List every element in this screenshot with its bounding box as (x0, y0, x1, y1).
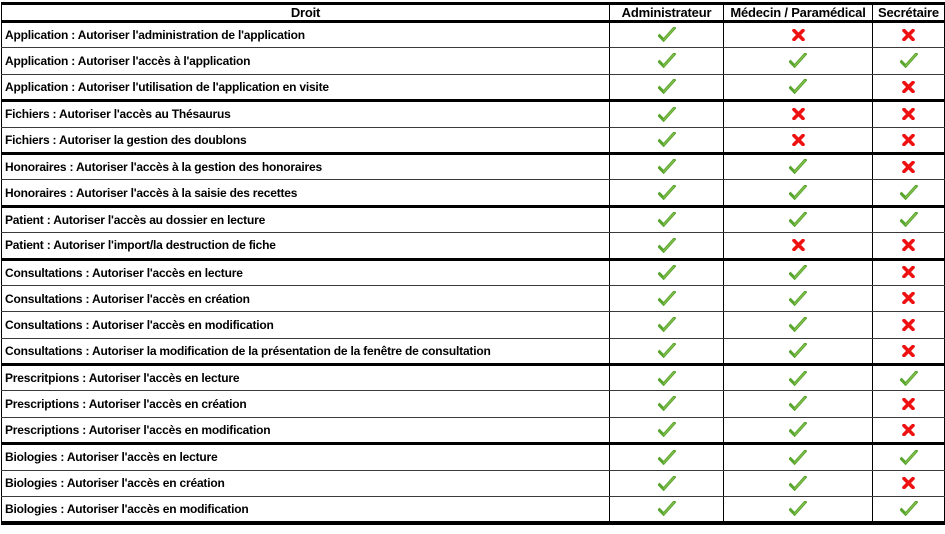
check-icon (789, 291, 807, 306)
permission-cell-medecin-paramedical (724, 206, 873, 232)
check-icon (658, 422, 676, 437)
table-row (2, 338, 945, 364)
right-label: Honoraires : Autoriser l'accès à la saisie des recettes (2, 180, 610, 206)
cross-icon (902, 345, 915, 357)
check-icon (900, 212, 918, 227)
cross-icon (792, 29, 805, 41)
check-icon (789, 185, 807, 200)
permission-cell-administrateur (610, 497, 724, 523)
permission-cell-secretaire (873, 391, 945, 417)
table-row (2, 206, 945, 232)
check-icon (658, 450, 676, 465)
cross-icon (902, 134, 915, 146)
table-header (2, 4, 945, 22)
check-icon (900, 501, 918, 516)
table-row (2, 365, 945, 391)
cross-icon (902, 29, 915, 41)
permission-cell-medecin-paramedical (724, 101, 873, 127)
permission-cell-medecin-paramedical (724, 312, 873, 338)
table-row (2, 391, 945, 417)
cross-icon (902, 108, 915, 120)
table-row (2, 444, 945, 470)
check-icon (789, 371, 807, 386)
check-icon (789, 450, 807, 465)
table-row (2, 153, 945, 179)
check-icon (789, 422, 807, 437)
column-header-droit: Droit (2, 4, 610, 22)
right-label: Biologies : Autoriser l'accès en création (2, 470, 610, 496)
right-label: Consultations : Autoriser l'accès en lecture (2, 259, 610, 285)
right-label: Honoraires : Autoriser l'accès à la gestion des honoraires (2, 153, 610, 179)
permission-cell-secretaire (873, 312, 945, 338)
permission-cell-secretaire (873, 74, 945, 100)
check-icon (789, 476, 807, 491)
permission-cell-medecin-paramedical (724, 74, 873, 100)
permission-cell-secretaire (873, 101, 945, 127)
permission-cell-secretaire (873, 206, 945, 232)
cross-icon (792, 239, 805, 251)
column-header-medecin-paramedical: Médecin / Paramédical (724, 4, 873, 22)
permission-cell-secretaire (873, 338, 945, 364)
permission-cell-administrateur (610, 444, 724, 470)
cross-icon (902, 292, 915, 304)
permission-cell-medecin-paramedical (724, 153, 873, 179)
permission-cell-administrateur (610, 101, 724, 127)
check-icon (658, 212, 676, 227)
right-label: Consultations : Autoriser l'accès en création (2, 285, 610, 311)
check-icon (789, 53, 807, 68)
check-icon (789, 317, 807, 332)
cross-icon (792, 134, 805, 146)
rights-table (1, 2, 945, 525)
permission-cell-secretaire (873, 470, 945, 496)
check-icon (658, 107, 676, 122)
check-icon (658, 476, 676, 491)
check-icon (789, 343, 807, 358)
permission-cell-medecin-paramedical (724, 285, 873, 311)
permission-cell-medecin-paramedical (724, 444, 873, 470)
check-icon (658, 132, 676, 147)
permission-cell-administrateur (610, 153, 724, 179)
permission-cell-secretaire (873, 22, 945, 48)
permission-cell-secretaire (873, 127, 945, 153)
right-label: Consultations : Autoriser la modification de la présentation de la fenêtre de consultation (2, 338, 610, 364)
check-icon (658, 159, 676, 174)
permission-cell-administrateur (610, 48, 724, 74)
check-icon (658, 343, 676, 358)
permission-cell-secretaire (873, 497, 945, 523)
permission-cell-medecin-paramedical (724, 497, 873, 523)
permission-cell-administrateur (610, 470, 724, 496)
permission-cell-secretaire (873, 180, 945, 206)
permission-cell-administrateur (610, 285, 724, 311)
table-row (2, 127, 945, 153)
permission-cell-administrateur (610, 417, 724, 443)
check-icon (789, 159, 807, 174)
permission-cell-medecin-paramedical (724, 233, 873, 259)
right-label: Prescriptions : Autoriser l'accès en modification (2, 417, 610, 443)
column-header-secretaire: Secrétaire (873, 4, 945, 22)
check-icon (658, 185, 676, 200)
cross-icon (902, 239, 915, 251)
table-row (2, 180, 945, 206)
table-row (2, 259, 945, 285)
permission-cell-secretaire (873, 285, 945, 311)
permission-cell-medecin-paramedical (724, 338, 873, 364)
right-label: Biologies : Autoriser l'accès en modification (2, 497, 610, 523)
cross-icon (902, 424, 915, 436)
check-icon (658, 291, 676, 306)
right-label: Fichiers : Autoriser la gestion des doublons (2, 127, 610, 153)
column-header-administrateur: Administrateur (610, 4, 724, 22)
right-label: Prescritpions : Autoriser l'accès en lecture (2, 365, 610, 391)
right-label: Consultations : Autoriser l'accès en modification (2, 312, 610, 338)
permission-cell-medecin-paramedical (724, 391, 873, 417)
table-row (2, 48, 945, 74)
permission-cell-secretaire (873, 417, 945, 443)
cross-icon (902, 266, 915, 278)
cross-icon (902, 81, 915, 93)
permission-cell-administrateur (610, 259, 724, 285)
permission-cell-administrateur (610, 365, 724, 391)
permission-cell-medecin-paramedical (724, 127, 873, 153)
permission-cell-administrateur (610, 127, 724, 153)
check-icon (900, 185, 918, 200)
permission-cell-medecin-paramedical (724, 417, 873, 443)
check-icon (900, 371, 918, 386)
right-label: Fichiers : Autoriser l'accès au Thésaurus (2, 101, 610, 127)
check-icon (900, 53, 918, 68)
check-icon (789, 396, 807, 411)
table-row (2, 417, 945, 443)
table-row (2, 470, 945, 496)
permission-cell-secretaire (873, 233, 945, 259)
permission-cell-secretaire (873, 153, 945, 179)
right-label: Patient : Autoriser l'import/la destruction de fiche (2, 233, 610, 259)
permission-cell-secretaire (873, 259, 945, 285)
permission-cell-medecin-paramedical (724, 365, 873, 391)
permission-cell-medecin-paramedical (724, 48, 873, 74)
right-label: Prescriptions : Autoriser l'accès en création (2, 391, 610, 417)
right-label: Biologies : Autoriser l'accès en lecture (2, 444, 610, 470)
cross-icon (792, 108, 805, 120)
permission-cell-secretaire (873, 48, 945, 74)
permission-cell-administrateur (610, 180, 724, 206)
permission-cell-secretaire (873, 444, 945, 470)
permission-cell-administrateur (610, 74, 724, 100)
check-icon (789, 212, 807, 227)
permission-cell-administrateur (610, 233, 724, 259)
right-label: Application : Autoriser l'administration de l'application (2, 22, 610, 48)
check-icon (789, 79, 807, 94)
permission-cell-administrateur (610, 22, 724, 48)
permission-cell-medecin-paramedical (724, 22, 873, 48)
permission-cell-administrateur (610, 391, 724, 417)
check-icon (658, 27, 676, 42)
permission-cell-medecin-paramedical (724, 180, 873, 206)
table-row (2, 312, 945, 338)
header-row (2, 4, 945, 22)
right-label: Application : Autoriser l'accès à l'application (2, 48, 610, 74)
check-icon (789, 501, 807, 516)
permission-cell-medecin-paramedical (724, 470, 873, 496)
table-row (2, 497, 945, 523)
table-row (2, 285, 945, 311)
right-label: Application : Autoriser l'utilisation de l'application en visite (2, 74, 610, 100)
permission-cell-administrateur (610, 338, 724, 364)
table-row (2, 101, 945, 127)
check-icon (900, 450, 918, 465)
right-label: Patient : Autoriser l'accès au dossier en lecture (2, 206, 610, 232)
check-icon (658, 371, 676, 386)
table-row (2, 233, 945, 259)
check-icon (658, 396, 676, 411)
check-icon (658, 265, 676, 280)
permission-cell-administrateur (610, 206, 724, 232)
table-row (2, 22, 945, 48)
check-icon (658, 501, 676, 516)
check-icon (658, 317, 676, 332)
table-body (2, 22, 945, 523)
cross-icon (902, 161, 915, 173)
cross-icon (902, 398, 915, 410)
permission-cell-administrateur (610, 312, 724, 338)
check-icon (658, 238, 676, 253)
check-icon (658, 79, 676, 94)
check-icon (658, 53, 676, 68)
cross-icon (902, 477, 915, 489)
check-icon (789, 265, 807, 280)
table-row (2, 74, 945, 100)
cross-icon (902, 319, 915, 331)
permission-cell-medecin-paramedical (724, 259, 873, 285)
permission-cell-secretaire (873, 365, 945, 391)
